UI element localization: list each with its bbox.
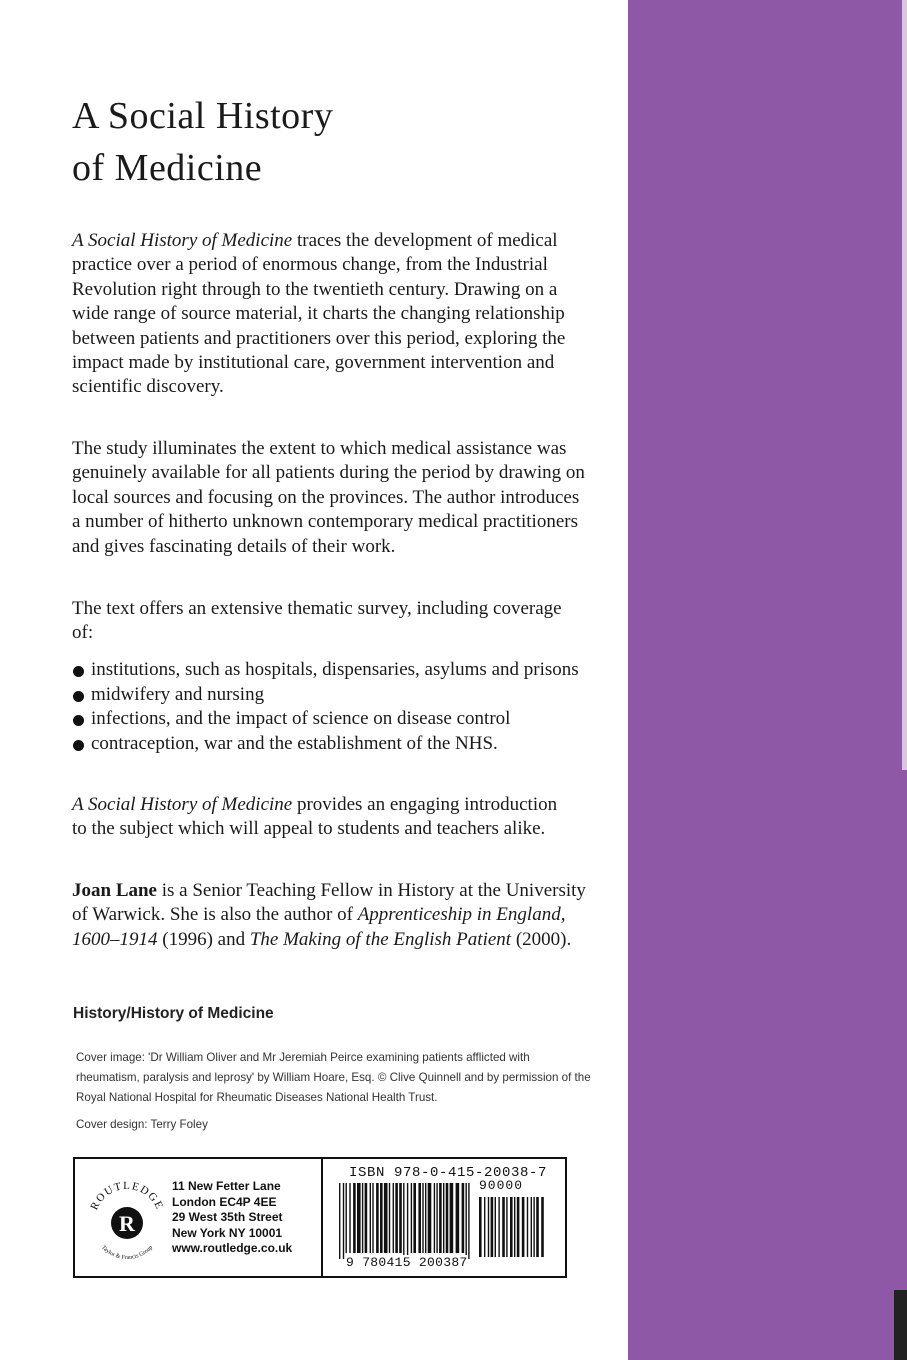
barcode-bar	[418, 1183, 421, 1253]
author-book-1: Apprenticeship in England, 1600–1914	[72, 904, 566, 950]
barcode-addon-bar	[479, 1197, 482, 1257]
barcode-bar	[346, 1183, 347, 1253]
blurb-book-title: A Social History of Medicine	[72, 230, 293, 251]
barcode-bar	[422, 1183, 423, 1253]
publisher-website: www.routledge.co.uk	[172, 1241, 293, 1256]
barcode-bar	[468, 1183, 469, 1259]
list-item-text: institutions, such as hospitals, dispensaries, asylums and prisons	[91, 659, 579, 680]
barcode-bar	[365, 1183, 368, 1253]
barcode-bar	[456, 1183, 460, 1253]
barcode-bar	[425, 1183, 426, 1253]
barcode-addon-bar	[533, 1197, 534, 1257]
barcode-addon-bar	[536, 1197, 539, 1257]
barcode-bar	[439, 1183, 442, 1253]
book-title	[72, 90, 592, 194]
barcode-addon-bar	[502, 1197, 505, 1257]
barcode-bar	[349, 1183, 350, 1253]
logo-ring-top-text: ROUTLEDGE	[88, 1179, 166, 1213]
barcode-ean-number: 9 780415 200387	[346, 1255, 468, 1270]
subject-category: History/History of Medicine	[73, 1005, 274, 1022]
barcode-bar	[389, 1183, 390, 1253]
list-item	[72, 683, 592, 708]
barcode-addon-bar	[531, 1197, 532, 1257]
author-book-2-year: (2000).	[511, 928, 572, 950]
barcode-bar	[413, 1183, 416, 1253]
barcode-addon-bar	[517, 1197, 520, 1257]
address-line: New York NY 10001	[172, 1225, 283, 1240]
author-book-1-year: (1996) and	[157, 928, 250, 950]
barcode-bar	[370, 1183, 371, 1253]
publisher-address	[172, 1179, 292, 1257]
address-line: London EC4P 4EE	[172, 1194, 277, 1209]
barcode-bar	[434, 1183, 435, 1253]
bullet-icon	[73, 740, 84, 751]
author-book-2: The Making of the English Patient	[249, 928, 512, 950]
barcode-addon-bar	[488, 1197, 489, 1257]
imprint-divider	[321, 1159, 323, 1276]
barcode-bar	[466, 1183, 467, 1259]
blurb-paragraph-2: The study illuminates the extent to which medical assistance was genuinely available for all patients during the period by drawing on local sources and focusing on the provinces. The author introduces a number of hitherto unknown contemporary medical practitioners and gives fascinating details of their work.	[72, 438, 585, 557]
barcode-bar	[462, 1183, 465, 1253]
title-line-1: A Social History	[72, 95, 334, 137]
isbn-text: ISBN 978-0-415-20038-7	[349, 1165, 548, 1181]
list-item	[72, 707, 592, 732]
barcode-addon-bar	[506, 1197, 507, 1257]
barcode-bar	[376, 1183, 379, 1253]
barcode-addon-bar	[522, 1197, 525, 1257]
logo-ring-bottom-text: Taylor & Francis Group	[99, 1244, 155, 1262]
barcode-bar	[353, 1183, 356, 1253]
list-item-text: infections, and the impact of science on disease control	[91, 708, 511, 730]
barcode-addon-number: 90000	[479, 1178, 524, 1193]
list-item	[72, 732, 592, 757]
barcode-bar	[407, 1183, 408, 1259]
author-bio-text: is a Senior Teaching Fellow in History at the University of Warwick. She is also the author of	[72, 880, 586, 926]
barcode-bar	[450, 1183, 454, 1253]
barcode-bar	[446, 1183, 449, 1253]
barcode-bar	[403, 1183, 404, 1259]
address-line: 29 West 35th Street	[172, 1210, 283, 1225]
bullet-icon	[73, 666, 84, 677]
publisher-imprint-box	[73, 1157, 567, 1278]
barcode-addon-bar	[484, 1197, 485, 1257]
routledge-logo	[83, 1175, 171, 1263]
barcode-bar	[384, 1183, 388, 1253]
barcode-addon-bar	[541, 1197, 544, 1257]
list-item-text: contraception, war and the establishment of the NHS.	[91, 732, 498, 754]
blurb-paragraph-3: The text offers an extensive thematic survey, including coverage of:	[72, 598, 562, 644]
barcode-addon-bar	[491, 1197, 494, 1257]
bullet-icon	[73, 715, 84, 726]
barcode-bar	[393, 1183, 394, 1253]
barcode-bar	[380, 1183, 383, 1253]
barcode-bar	[395, 1183, 398, 1253]
barcode-addon-bar	[498, 1197, 499, 1257]
barcode-bar	[339, 1183, 340, 1259]
barcode-bar	[428, 1183, 432, 1253]
barcode-bar	[399, 1183, 402, 1253]
barcode-bar	[436, 1183, 437, 1253]
blurb-p1-text: traces the development of medical practice over a period of enormous change, from the Industrial Revolution right through to the twentieth century. Drawing on a wide range of source material, it charts the changing relationship between patients and practitioners over this period, exploring the impact made by institutional care, government intervention and scientific discovery.	[72, 230, 566, 398]
author-bio	[72, 879, 592, 952]
spine-corner-shadow	[894, 1290, 907, 1360]
list-item-text: midwifery and nursing	[91, 683, 265, 705]
spine-edge-highlight	[902, 0, 907, 770]
purple-spine-band	[628, 0, 907, 1360]
bullet-icon	[73, 691, 84, 702]
barcode-addon-bar	[514, 1197, 515, 1257]
author-name: Joan Lane	[72, 880, 157, 901]
cover-design-credit: Cover design: Terry Foley	[76, 1118, 208, 1131]
blurb-paragraph-1	[72, 229, 572, 400]
barcode-bar	[443, 1183, 444, 1253]
barcode-addon-bar	[495, 1197, 496, 1257]
barcode-bar	[357, 1183, 361, 1253]
list-item	[72, 658, 592, 683]
title-line-2: of Medicine	[72, 147, 263, 189]
barcode-bar	[411, 1183, 412, 1253]
survey-topic-list	[72, 658, 592, 756]
logo-initial: R	[119, 1211, 135, 1236]
blurb-paragraph-4	[72, 793, 572, 842]
cover-image-credit: Cover image: 'Dr William Oliver and Mr Jeremiah Peirce examining patients afflicted with rheumatism, paralysis and leprosy' by William Hoare, Esq. © Clive Quinnell and by permission of the Royal National Hospital for Rheumatic Diseases National Health Trust.	[76, 1051, 591, 1104]
barcode-bar	[362, 1183, 363, 1253]
blurb-book-title: A Social History of Medicine	[72, 794, 293, 815]
address-line: 11 New Fetter Lane	[172, 1179, 281, 1193]
barcode-addon-bar	[527, 1197, 528, 1257]
barcode-addon-bar	[510, 1197, 513, 1257]
barcode-bar	[372, 1183, 373, 1253]
barcode-bar	[343, 1183, 344, 1259]
blurb-p4-text: provides an engaging introduction to the subject which will appeal to students and teachers alike.	[72, 794, 558, 840]
